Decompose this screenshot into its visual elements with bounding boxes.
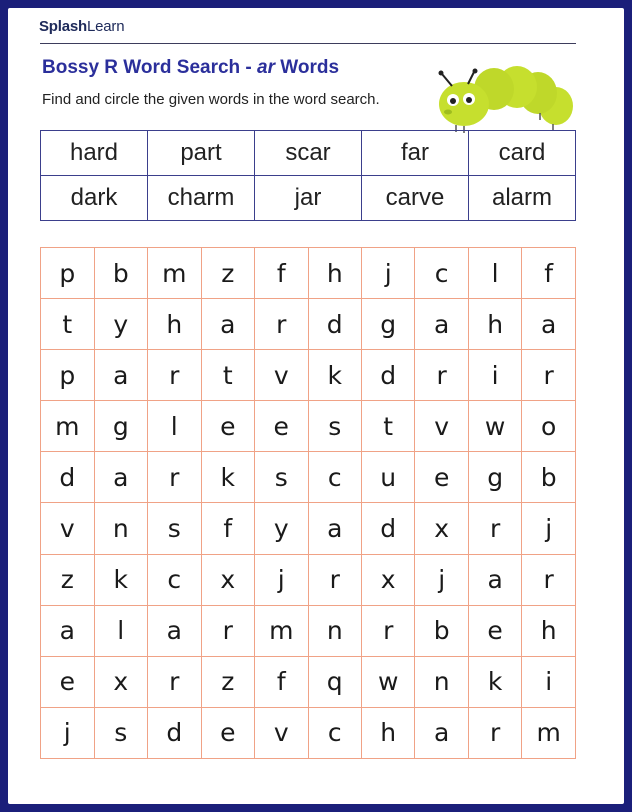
- grid-cell[interactable]: v: [415, 401, 468, 452]
- grid-cell[interactable]: a: [468, 554, 522, 605]
- grid-cell[interactable]: r: [201, 605, 254, 656]
- grid-cell[interactable]: t: [41, 299, 95, 350]
- grid-cell[interactable]: a: [415, 707, 468, 758]
- grid-cell[interactable]: m: [522, 707, 576, 758]
- grid-row: [41, 452, 576, 503]
- grid-cell[interactable]: i: [522, 656, 576, 707]
- grid-cell[interactable]: z: [41, 554, 95, 605]
- grid-cell[interactable]: u: [361, 452, 415, 503]
- grid-cell[interactable]: h: [147, 299, 201, 350]
- word-bank: [40, 130, 576, 221]
- grid-cell[interactable]: r: [147, 452, 201, 503]
- grid-cell[interactable]: a: [201, 299, 254, 350]
- word-bank-row: [41, 131, 576, 176]
- grid-cell[interactable]: v: [41, 503, 95, 554]
- word-bank-word: card: [469, 131, 576, 176]
- grid-cell[interactable]: b: [94, 248, 147, 299]
- grid-cell[interactable]: r: [308, 554, 361, 605]
- grid-cell[interactable]: e: [468, 605, 522, 656]
- grid-cell[interactable]: a: [94, 452, 147, 503]
- grid-cell[interactable]: l: [468, 248, 522, 299]
- grid-cell[interactable]: f: [254, 248, 308, 299]
- grid-cell[interactable]: e: [41, 656, 95, 707]
- grid-cell[interactable]: f: [254, 656, 308, 707]
- grid-cell[interactable]: r: [147, 350, 201, 401]
- page-title: Bossy R Word Search - ar Words: [42, 57, 340, 78]
- grid-cell[interactable]: a: [147, 605, 201, 656]
- grid-row: [41, 248, 576, 299]
- grid-cell[interactable]: z: [201, 248, 254, 299]
- grid-cell[interactable]: k: [201, 452, 254, 503]
- grid-cell[interactable]: d: [361, 350, 415, 401]
- grid-cell[interactable]: s: [147, 503, 201, 554]
- grid-cell[interactable]: k: [308, 350, 361, 401]
- grid-cell[interactable]: a: [308, 503, 361, 554]
- grid-cell[interactable]: j: [415, 554, 468, 605]
- grid-cell[interactable]: d: [147, 707, 201, 758]
- grid-cell[interactable]: e: [201, 401, 254, 452]
- grid-cell[interactable]: n: [308, 605, 361, 656]
- grid-cell[interactable]: e: [254, 401, 308, 452]
- instructions-text: Find and circle the given words in the word search.: [42, 91, 380, 108]
- grid-cell[interactable]: d: [308, 299, 361, 350]
- grid-cell[interactable]: x: [201, 554, 254, 605]
- grid-cell[interactable]: j: [41, 707, 95, 758]
- word-bank-word: dark: [41, 176, 148, 221]
- grid-cell[interactable]: h: [522, 605, 576, 656]
- grid-cell[interactable]: c: [415, 248, 468, 299]
- grid-row: [41, 350, 576, 401]
- grid-cell[interactable]: q: [308, 656, 361, 707]
- grid-cell[interactable]: a: [41, 605, 95, 656]
- grid-cell[interactable]: f: [201, 503, 254, 554]
- grid-cell[interactable]: s: [254, 452, 308, 503]
- grid-row: [41, 656, 576, 707]
- grid-cell[interactable]: m: [254, 605, 308, 656]
- grid-cell[interactable]: s: [94, 707, 147, 758]
- grid-cell[interactable]: c: [308, 707, 361, 758]
- grid-cell[interactable]: i: [468, 350, 522, 401]
- letter-grid: [40, 247, 576, 759]
- grid-cell[interactable]: c: [308, 452, 361, 503]
- grid-cell[interactable]: d: [41, 452, 95, 503]
- grid-cell[interactable]: k: [468, 656, 522, 707]
- grid-row: [41, 605, 576, 656]
- grid-cell[interactable]: v: [254, 707, 308, 758]
- grid-cell[interactable]: x: [415, 503, 468, 554]
- header-divider: [40, 43, 576, 44]
- grid-cell[interactable]: a: [522, 299, 576, 350]
- word-bank-row: [41, 176, 576, 221]
- grid-cell[interactable]: y: [94, 299, 147, 350]
- grid-cell[interactable]: f: [522, 248, 576, 299]
- grid-cell[interactable]: h: [361, 707, 415, 758]
- grid-cell[interactable]: r: [147, 656, 201, 707]
- grid-cell[interactable]: n: [415, 656, 468, 707]
- word-bank-word: jar: [255, 176, 362, 221]
- grid-cell[interactable]: r: [361, 605, 415, 656]
- grid-cell[interactable]: n: [94, 503, 147, 554]
- grid-cell[interactable]: l: [94, 605, 147, 656]
- grid-cell[interactable]: v: [254, 350, 308, 401]
- grid-cell[interactable]: g: [94, 401, 147, 452]
- grid-cell[interactable]: x: [361, 554, 415, 605]
- caterpillar-icon: [428, 56, 578, 138]
- grid-cell[interactable]: j: [361, 248, 415, 299]
- grid-cell[interactable]: w: [468, 401, 522, 452]
- grid-row: [41, 401, 576, 452]
- grid-row: [41, 299, 576, 350]
- grid-cell[interactable]: h: [468, 299, 522, 350]
- grid-cell[interactable]: r: [522, 554, 576, 605]
- grid-cell[interactable]: c: [147, 554, 201, 605]
- grid-cell[interactable]: d: [361, 503, 415, 554]
- grid-row: [41, 707, 576, 758]
- brand-logo: SplashLearn: [39, 18, 125, 35]
- grid-cell[interactable]: e: [201, 707, 254, 758]
- grid-cell[interactable]: j: [522, 503, 576, 554]
- word-bank-word: part: [148, 131, 255, 176]
- grid-cell[interactable]: r: [468, 707, 522, 758]
- grid-cell[interactable]: t: [201, 350, 254, 401]
- grid-cell[interactable]: x: [94, 656, 147, 707]
- word-bank-word: hard: [41, 131, 148, 176]
- grid-cell[interactable]: g: [361, 299, 415, 350]
- grid-cell[interactable]: k: [94, 554, 147, 605]
- word-bank-word: charm: [148, 176, 255, 221]
- grid-cell[interactable]: r: [468, 503, 522, 554]
- grid-cell[interactable]: s: [308, 401, 361, 452]
- grid-cell[interactable]: l: [147, 401, 201, 452]
- grid-cell[interactable]: o: [522, 401, 576, 452]
- grid-cell[interactable]: a: [415, 299, 468, 350]
- grid-cell[interactable]: p: [41, 350, 95, 401]
- grid-row: [41, 503, 576, 554]
- grid-row: [41, 554, 576, 605]
- word-bank-word: far: [362, 131, 469, 176]
- word-bank-word: scar: [255, 131, 362, 176]
- grid-cell[interactable]: j: [254, 554, 308, 605]
- grid-cell[interactable]: h: [308, 248, 361, 299]
- word-bank-word: carve: [362, 176, 469, 221]
- grid-cell[interactable]: b: [522, 452, 576, 503]
- grid-cell[interactable]: r: [522, 350, 576, 401]
- grid-cell[interactable]: m: [147, 248, 201, 299]
- word-bank-word: alarm: [469, 176, 576, 221]
- grid-cell[interactable]: e: [415, 452, 468, 503]
- grid-cell[interactable]: a: [94, 350, 147, 401]
- grid-cell[interactable]: b: [415, 605, 468, 656]
- grid-cell[interactable]: r: [254, 299, 308, 350]
- grid-cell[interactable]: m: [41, 401, 95, 452]
- grid-cell[interactable]: r: [415, 350, 468, 401]
- grid-cell[interactable]: g: [468, 452, 522, 503]
- grid-cell[interactable]: y: [254, 503, 308, 554]
- grid-cell[interactable]: p: [41, 248, 95, 299]
- grid-cell[interactable]: z: [201, 656, 254, 707]
- grid-cell[interactable]: t: [361, 401, 415, 452]
- grid-cell[interactable]: w: [361, 656, 415, 707]
